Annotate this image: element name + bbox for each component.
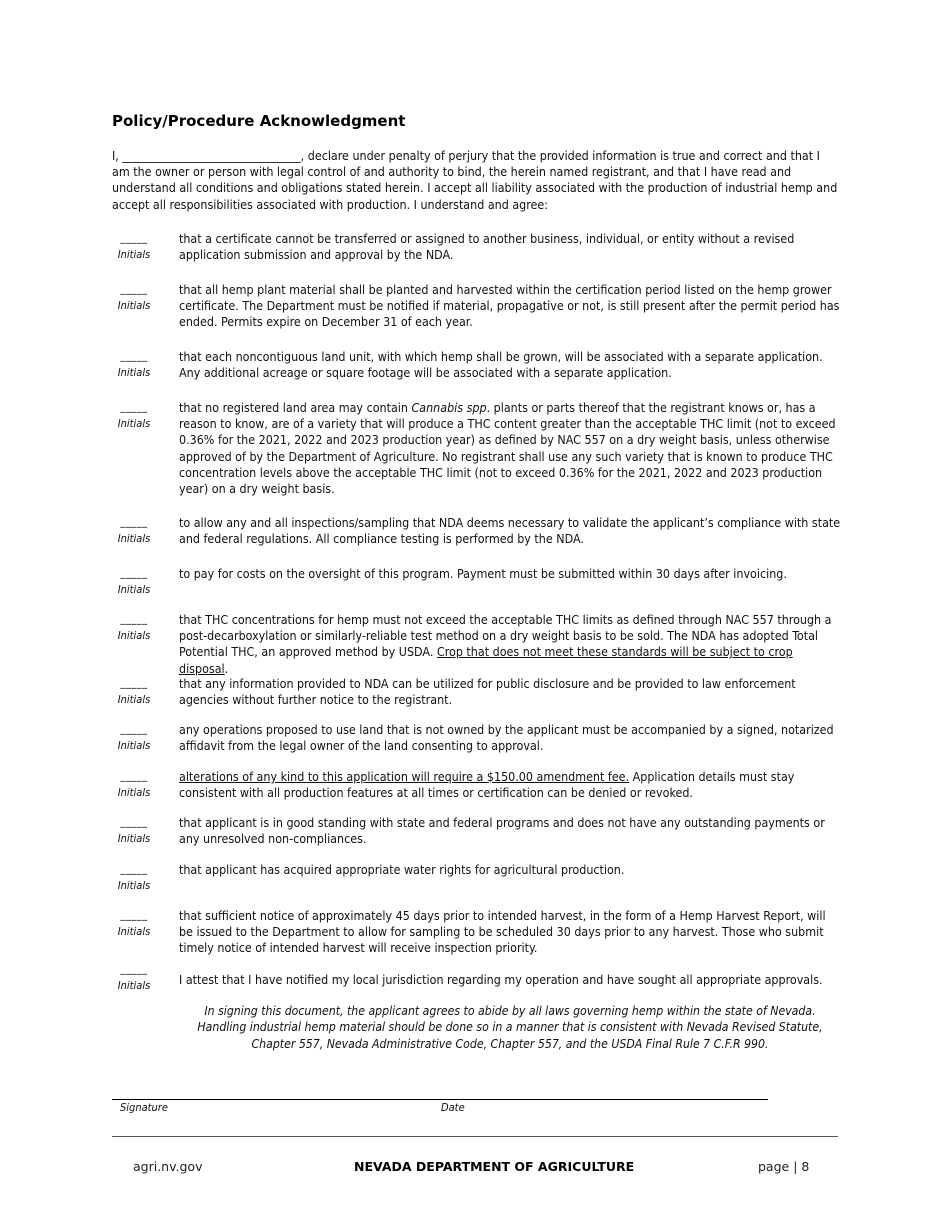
initials-field[interactable]	[112, 400, 156, 431]
item-text: that each noncontiguous land unit, with which hemp shall be grown, will be associated with a separate application. Any additional acreage or square footage will be associated with a separate application.	[179, 349, 823, 381]
initials-blank: _____	[120, 612, 148, 625]
underlined-text: alterations of any kind to this application will require a $150.00 amendment fee.	[179, 769, 630, 784]
initials-field[interactable]	[112, 908, 156, 939]
item-text	[179, 612, 843, 677]
initials-blank: _____	[120, 815, 148, 828]
signature-label: Signature	[120, 1101, 168, 1114]
underlined-text: Crop that does not meet these standards will be subject to crop disposal	[179, 644, 793, 676]
initials-field[interactable]	[112, 862, 156, 893]
initials-label: Initials	[117, 693, 151, 706]
item-text-part: Application details must stay consistent with all production features at all times or certification can be denied or revoked.	[179, 769, 795, 801]
item-text: to allow any and all inspections/sampling that NDA deems necessary to validate the applicant’s compliance with state and federal regulations. All compliance testing is performed by the NDA.	[179, 515, 841, 547]
initials-label: Initials	[117, 532, 151, 545]
initials-field[interactable]	[112, 676, 156, 707]
initials-label: Initials	[117, 925, 151, 938]
item-text	[179, 769, 843, 801]
initials-label: Initials	[117, 583, 151, 596]
item-text: that all hemp plant material shall be planted and harvested within the certification period listed on the hemp grower certificate. The Department must be notified if material, propagative or not, is still present after the permit period has ended. Permits expire on December 31 of each year.	[179, 282, 840, 330]
footer-page-number: page | 8	[758, 1159, 810, 1174]
item-text: that sufficient notice of approximately 45 days prior to intended harvest, in the form of a Hemp Harvest Report, will be issued to the Department to allow for sampling to be scheduled 30 days prior to any harvest. Those who submit timely notice of intended harvest will receive inspection priority.	[179, 908, 826, 956]
page-title: Policy/Procedure Acknowledgment	[112, 112, 406, 130]
initials-field[interactable]	[112, 566, 156, 597]
initials-blank: _____	[120, 908, 148, 921]
item-text	[179, 400, 843, 497]
initials-label: Initials	[117, 248, 151, 261]
item-text: that a certificate cannot be transferred or assigned to another business, individual, or entity without a revised application submission and approval by the NDA.	[179, 231, 795, 263]
initials-blank: _____	[120, 676, 148, 689]
footer-website: agri.nv.gov	[133, 1159, 203, 1174]
initials-label: Initials	[117, 786, 151, 799]
initials-label: Initials	[117, 979, 151, 992]
initials-field[interactable]	[112, 515, 156, 546]
item-text-part: . plants or parts thereof that the registrant knows or, has a reason to know, are of a variety that will produce a THC content greater than the acceptable THC limit (not to exceed 0.36% for the 2021, 2022 and 2023 production year) as defined by NAC 557 on a dry weight basis, unless otherwise approved of by the Department of Agriculture. No registrant shall use any such variety that is known to produce THC concentration levels above the acceptable THC limit (not to exceed 0.36% for the 2021, 2022 and 2023 production year) on a dry weight basis.	[179, 400, 836, 497]
initials-field[interactable]	[112, 231, 156, 262]
initials-field[interactable]	[112, 349, 156, 380]
item-text: that applicant has acquired appropriate water rights for agricultural production.	[179, 862, 625, 877]
initials-label: Initials	[117, 299, 151, 312]
initials-label: Initials	[117, 629, 151, 642]
initials-blank: _____	[120, 282, 148, 295]
initials-blank: _____	[120, 566, 148, 579]
date-label: Date	[441, 1101, 465, 1114]
initials-field[interactable]	[112, 815, 156, 846]
initials-blank: _____	[120, 349, 148, 362]
initials-blank: _____	[120, 515, 148, 528]
initials-blank: _____	[120, 231, 148, 244]
initials-blank: _____	[120, 400, 148, 413]
initials-label: Initials	[117, 739, 151, 752]
declaration-paragraph: I, ________________________________, declare under penalty of perjury that the provided information is true and correct and that I am the owner or person with legal control of and authority to bind, the herein named registrant, and that I have read and understand all conditions and obligations stated herein. I accept all liability associated with the production of industrial hemp and accept all responsibilities associated with production. I understand and agree:	[112, 148, 838, 212]
initials-label: Initials	[117, 417, 151, 430]
item-text-part: that no registered land area may contain	[179, 400, 412, 415]
item-text: I attest that I have notified my local jurisdiction regarding my operation and have sought all appropriate approvals.	[179, 972, 823, 987]
signature-line[interactable]	[112, 1099, 768, 1100]
initials-blank: _____	[120, 769, 148, 782]
item-text-part: that THC concentrations for hemp must not exceed the acceptable THC limits as defined through NAC 557 through a post-decarboxylation or similarly-reliable test method on a dry weight basis to be sold. The NDA has adopted Total Potential THC, an approved method by USDA.	[179, 612, 832, 660]
species-name: Cannabis spp	[411, 400, 487, 415]
initials-blank: _____	[120, 722, 148, 735]
initials-blank: _____	[120, 962, 148, 975]
initials-label: Initials	[117, 832, 151, 845]
item-text: to pay for costs on the oversight of this program. Payment must be submitted within 30 days after invoicing.	[179, 566, 787, 581]
footer-department: NEVADA DEPARTMENT OF AGRICULTURE	[354, 1159, 635, 1174]
footer-divider	[112, 1136, 838, 1137]
initials-label: Initials	[117, 879, 151, 892]
initials-field[interactable]	[112, 962, 156, 993]
initials-blank: _____	[120, 862, 148, 875]
item-text: that any information provided to NDA can be utilized for public disclosure and be provided to law enforcement agencies without further notice to the registrant.	[179, 676, 796, 708]
closing-statement: In signing this document, the applicant agrees to abide by all laws governing hemp within the state of Nevada. Handling industrial hemp material should be done so in a manner that is consistent with Nevada Revised Statute, Chapter 557, Nevada Administrative Code, Chapter 557, and the USDA Final Rule 7 C.F.R 990.	[197, 1004, 823, 1051]
item-text: any operations proposed to use land that is not owned by the applicant must be accompanied by a signed, notarized affidavit from the legal owner of the land consenting to approval.	[179, 722, 834, 754]
item-text: that applicant is in good standing with state and federal programs and does not have any outstanding payments or any unresolved non-compliances.	[179, 815, 825, 847]
initials-field[interactable]	[112, 282, 156, 313]
initials-label: Initials	[117, 366, 151, 379]
initials-field[interactable]	[112, 612, 156, 643]
item-text-part: .	[224, 660, 229, 676]
initials-field[interactable]	[112, 722, 156, 753]
initials-field[interactable]	[112, 769, 156, 800]
